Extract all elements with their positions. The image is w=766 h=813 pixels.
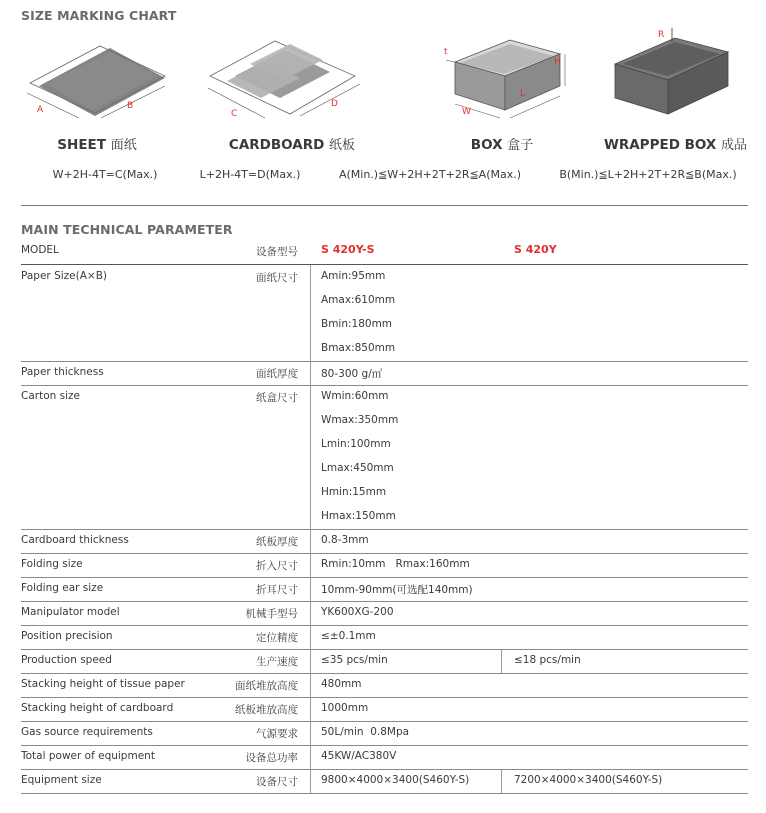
row-speed-value-2: ≤18 pcs/min [514,654,581,666]
label-h: H [554,57,561,67]
label-b: B [127,101,134,111]
row-divider [21,649,748,650]
row-folding-ear-cn: 折耳尺寸 [256,584,298,596]
label-a: A [37,105,44,115]
row-divider [21,385,748,386]
params-title: MAIN TECHNICAL PARAMETER [21,222,233,237]
row-speed-en: Production speed [21,654,112,666]
box-formula: A(Min.)≦W+2H+2T+2R≦A(Max.) [338,168,522,181]
wrapped-box-title: WRAPPED BOX 成品 [603,137,748,153]
row-precision-en: Position precision [21,630,113,642]
row-stack-tissue-value: 480mm [321,678,362,690]
row-equipment-size-value-1: 9800×4000×3400(S460Y-S) [321,774,470,786]
row-folding-ear-value: 10mm-90mm(可选配140mm) [321,584,473,596]
model-1: S 420Y-S [321,243,375,256]
cell-divider [501,650,502,674]
sheet-title: SHEET 面纸 [57,137,137,153]
row-divider [21,625,748,626]
row-carton-size-value: Lmin:100mm [321,438,391,450]
row-paper-size-en: Paper Size(A×B) [21,270,108,282]
wrapped-box-diagram [610,26,735,121]
row-divider [21,697,748,698]
row-cardboard-thickness-value: 0.8-3mm [321,534,369,546]
row-paper-size-value: Bmax:850mm [321,342,396,354]
row-power-value: 45KW/AC380V [321,750,397,762]
row-divider [21,553,748,554]
row-stack-cardboard-en: Stacking height of cardboard [21,702,174,714]
row-equipment-size-cn: 设备尺寸 [256,776,298,788]
row-manipulator-cn: 机械手型号 [245,608,298,620]
row-equipment-size-value-2: 7200×4000×3400(S460Y-S) [514,774,663,786]
label-d: D [331,99,338,109]
row-carton-size-cn: 纸盒尺寸 [256,392,298,404]
model-2: S 420Y [514,243,557,256]
header-model-en: MODEL [21,244,59,256]
row-paper-size-cn: 面纸尺寸 [256,272,298,284]
box-title: BOX 盒子 [470,137,534,153]
box-diagram [440,32,575,122]
cardboard-formula: L+2H-4T=D(Max.) [199,168,301,181]
row-gas-value: 50L/min 0.8Mpa [321,726,410,738]
row-precision-cn: 定位精度 [256,632,298,644]
row-power-en: Total power of equipment [21,750,155,762]
row-carton-size-value: Wmin:60mm [321,390,389,402]
row-speed-cn: 生产速度 [256,656,298,668]
sheet-face-inner [45,52,157,110]
row-paper-size-value: Amax:610mm [321,294,396,306]
size-chart-title: SIZE MARKING CHART [21,8,177,23]
row-divider [21,361,748,362]
row-gas-en: Gas source requirements [21,726,153,738]
cardboard-diagram [205,36,365,122]
section-divider [21,205,748,206]
row-cardboard-thickness-en: Cardboard thickness [21,534,129,546]
row-folding-ear-en: Folding ear size [21,582,104,594]
row-folding-size-value: Rmin:10mm Rmax:160mm [321,558,470,570]
row-precision-value: ≤±0.1mm [321,630,376,642]
header-divider [21,264,748,265]
row-paper-size-value: Bmin:180mm [321,318,393,330]
row-manipulator-value: YK600XG-200 [321,606,394,618]
row-folding-size-cn: 折入尺寸 [256,560,298,572]
row-paper-thickness-cn: 面纸厚度 [256,368,298,380]
row-paper-size-value: Amin:95mm [321,270,386,282]
row-equipment-size-en: Equipment size [21,774,102,786]
row-carton-size-value: Hmax:150mm [321,510,396,522]
row-stack-tissue-en: Stacking height of tissue paper [21,678,185,690]
row-carton-size-en: Carton size [21,390,80,402]
row-carton-size-value: Wmax:350mm [321,414,399,426]
row-divider [21,721,748,722]
wrapped-box-formula: B(Min.)≦L+2H+2T+2R≦B(Max.) [559,168,737,181]
row-paper-thickness-value: 80-300 g/㎡ [321,368,383,380]
row-divider [21,745,748,746]
row-folding-size-en: Folding size [21,558,83,570]
row-stack-cardboard-cn: 纸板堆放高度 [235,704,298,716]
row-stack-tissue-cn: 面纸堆放高度 [235,680,298,692]
cardboard-title: CARDBOARD 纸板 [228,137,356,153]
row-cardboard-thickness-cn: 纸板厚度 [256,536,298,548]
sheet-diagram [25,38,170,118]
row-paper-thickness-en: Paper thickness [21,366,104,378]
row-divider [21,673,748,674]
row-divider [21,601,748,602]
row-gas-cn: 气源要求 [256,728,298,740]
row-power-cn: 设备总功率 [245,752,298,764]
header-model-cn: 设备型号 [256,246,298,258]
label-w: W [462,107,471,117]
row-divider [21,577,748,578]
label-t: t [444,47,448,57]
table-bottom-border [21,793,748,794]
row-carton-size-value: Hmin:15mm [321,486,387,498]
row-divider [21,769,748,770]
row-stack-cardboard-value: 1000mm [321,702,369,714]
row-divider [21,529,748,530]
row-speed-value-1: ≤35 pcs/min [321,654,388,666]
cell-divider [501,770,502,794]
label-l: L [520,89,526,99]
label-c: C [231,109,238,119]
sheet-formula: W+2H-4T=C(Max.) [52,168,158,181]
row-manipulator-en: Manipulator model [21,606,120,618]
label-r: R [658,30,665,40]
row-carton-size-value: Lmax:450mm [321,462,394,474]
